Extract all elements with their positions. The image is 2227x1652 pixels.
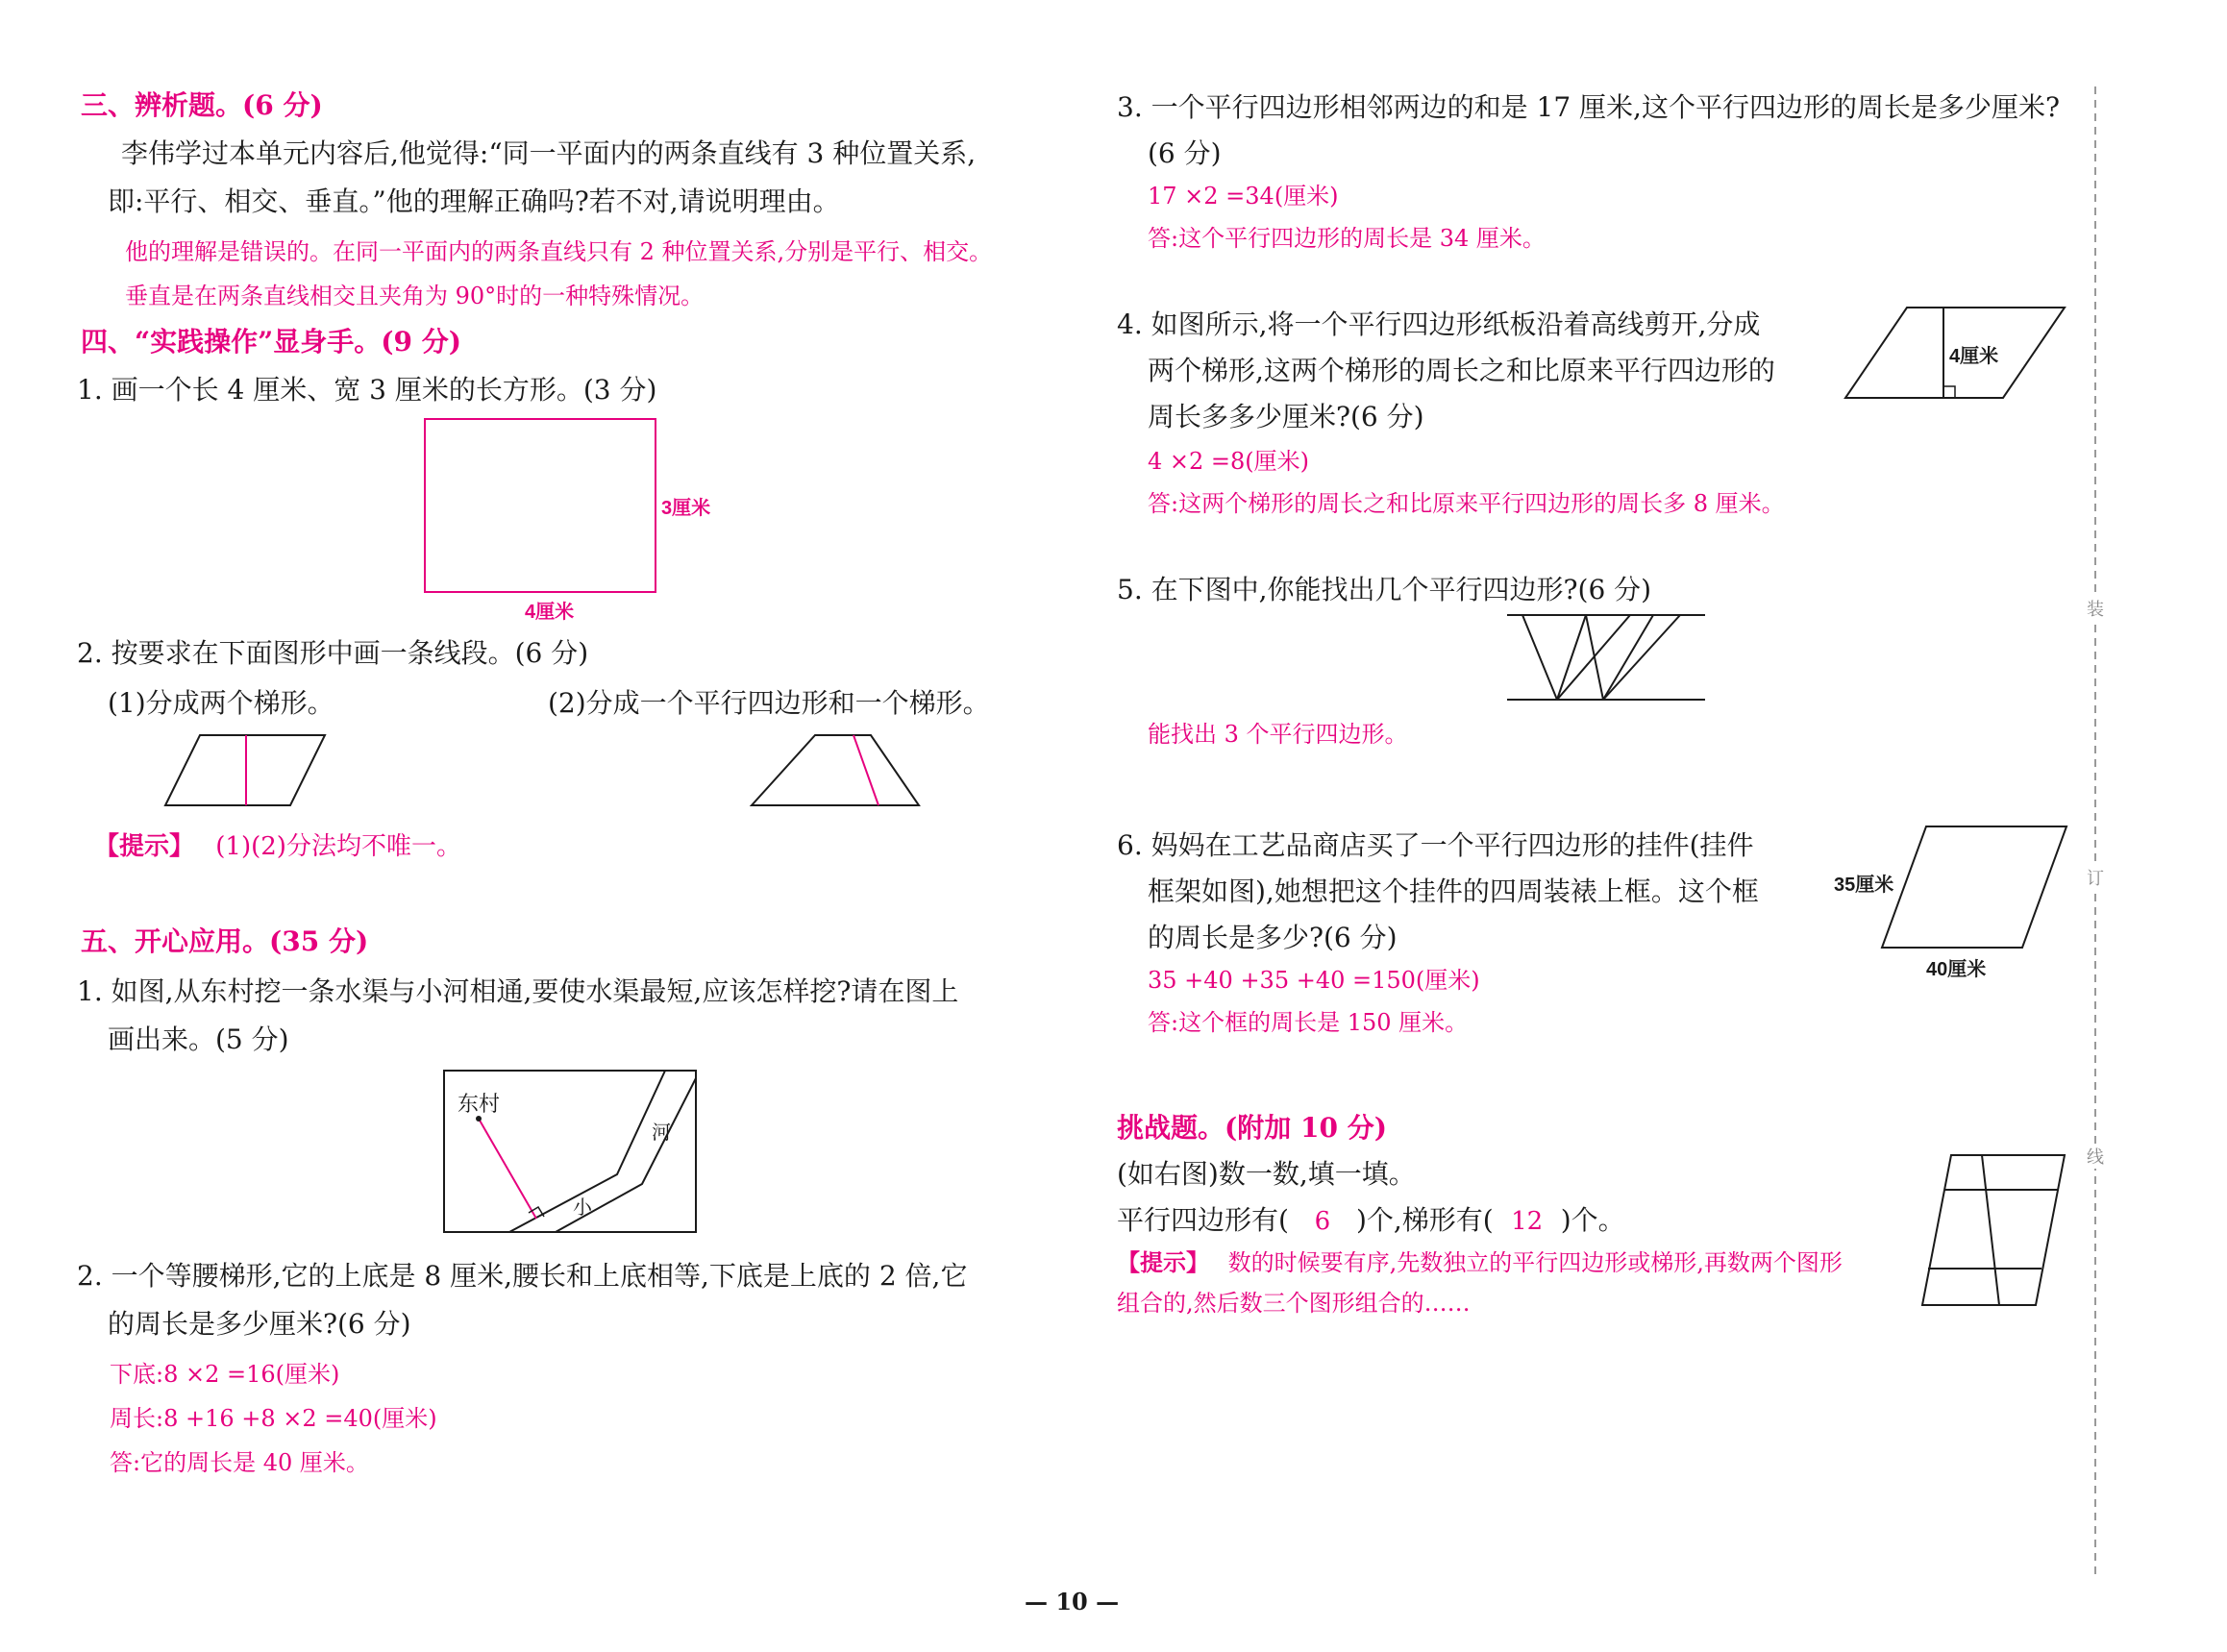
s5-problem-1-line-1: 1. 如图,从东村挖一条水渠与小河相通,要使水渠最短,应该怎样挖?请在图上 — [77, 975, 959, 1007]
challenge-title: 挑战题。(附加 10 分) — [1117, 1112, 1387, 1144]
p4-question-line-1: 4. 如图所示,将一个平行四边形纸板沿着高线剪开,分成 — [1117, 308, 1761, 340]
challenge-instruction: (如右图)数一数,填一填。 — [1117, 1158, 1416, 1190]
map-river-label-he: 河 — [652, 1121, 671, 1144]
s4-problem-2: 2. 按要求在下面图形中画一条线段。(6 分) — [77, 637, 589, 669]
trapezoid-count-answer: 12 — [1511, 1207, 1544, 1236]
s5-problem-2-line-1: 2. 一个等腰梯形,它的上底是 8 厘米,腰长和上底相等,下底是上底的 2 倍,它 — [77, 1260, 968, 1292]
s5-answer-3: 答:它的周长是 40 厘米。 — [110, 1449, 369, 1476]
s3-answer-line-1: 他的理解是错误的。在同一平面内的两条直线只有 2 种位置关系,分别是平行、相交。 — [125, 238, 993, 265]
p4-question-line-2: 两个梯形,这两个梯形的周长之和比原来平行四边形的 — [1148, 355, 1775, 386]
p4-answer-1: 4 ×2 =8(厘米) — [1148, 448, 1310, 475]
s3-answer-line-2: 垂直是在两条直线相交且夹角为 90°时的一种特殊情况。 — [125, 283, 705, 309]
p6-question-line-3: 的周长是多少?(6 分) — [1148, 922, 1398, 953]
p3-question-line-2: (6 分) — [1148, 137, 1222, 169]
parallelogram-count-answer: 6 — [1314, 1207, 1331, 1236]
s4-problem-2a: (1)分成两个梯形。 — [108, 687, 334, 719]
pendant-base-label: 40厘米 — [1926, 959, 1987, 980]
p5-answer: 能找出 3 个平行四边形。 — [1148, 721, 1408, 748]
s4-problem-1: 1. 画一个长 4 厘米、宽 3 厘米的长方形。(3 分) — [77, 374, 657, 406]
hint-tag: 【提示】 — [94, 832, 195, 861]
section-4-title: 四、“实践操作”显身手。(9 分) — [81, 326, 461, 358]
s5-problem-1-line-2: 画出来。(5 分) — [108, 1023, 289, 1055]
p6-answer-1: 35 +40 +35 +40 =150(厘米) — [1148, 967, 1480, 994]
fill-text-1: 平行四边形有( — [1117, 1204, 1289, 1236]
s5-answer-2: 周长:8 +16 +8 ×2 =40(厘米) — [110, 1405, 437, 1432]
binding-char-3: 线 — [2087, 1144, 2104, 1169]
p3-question-line-1: 3. 一个平行四边形相邻两边的和是 17 厘米,这个平行四边形的周长是多少厘米? — [1117, 91, 2060, 123]
rect-height-label: 3厘米 — [661, 498, 711, 519]
hint-text: (1)(2)分法均不唯一。 — [215, 832, 461, 861]
s4-problem-2b: (2)分成一个平行四边形和一个梯形。 — [548, 687, 990, 719]
p4-answer-2: 答:这两个梯形的周长之和比原来平行四边形的周长多 8 厘米。 — [1148, 490, 1785, 517]
section-5-title: 五、开心应用。(35 分) — [81, 925, 369, 957]
height-label: 4厘米 — [1949, 346, 1999, 367]
map-river-label-xiao: 小 — [573, 1196, 592, 1219]
p3-answer-2: 答:这个平行四边形的周长是 34 厘米。 — [1148, 225, 1546, 252]
binding-char-1: 装 — [2087, 596, 2104, 621]
s3-question-line-2: 即:平行、相交、垂直。”他的理解正确吗?若不对,请说明理由。 — [108, 185, 840, 217]
p3-answer-1: 17 ×2 =34(厘米) — [1148, 183, 1339, 210]
fill-text-3: )个。 — [1560, 1204, 1625, 1236]
section-3-title: 三、辨析题。(6 分) — [81, 89, 323, 121]
p6-answer-2: 答:这个框的周长是 150 厘米。 — [1148, 1009, 1469, 1036]
s5-problem-2-line-2: 的周长是多少厘米?(6 分) — [108, 1308, 411, 1340]
page-number: — 10 — — [1025, 1588, 1120, 1615]
p6-question-line-1: 6. 妈妈在工艺品商店买了一个平行四边形的挂件(挂件 — [1117, 829, 1754, 861]
s3-question-line-1: 李伟学过本单元内容后,他觉得:“同一平面内的两条直线有 3 种位置关系, — [121, 137, 977, 169]
rect-width-label: 4厘米 — [525, 602, 575, 623]
challenge-hint-tag: 【提示】 — [1117, 1248, 1209, 1276]
challenge-hint-text-1: 数的时候要有序,先数独立的平行四边形或梯形,再数两个图形 — [1227, 1249, 1843, 1276]
fill-text-2: )个,梯形有( — [1355, 1204, 1494, 1236]
p4-question-line-3: 周长多多少厘米?(6 分) — [1148, 401, 1424, 432]
map-village-label: 东村 — [458, 1093, 501, 1117]
s5-answer-1: 下底:8 ×2 =16(厘米) — [110, 1361, 340, 1388]
binding-char-2: 订 — [2087, 865, 2104, 890]
p5-question: 5. 在下图中,你能找出几个平行四边形?(6 分) — [1117, 574, 1652, 605]
pendant-side-label: 35厘米 — [1834, 875, 1894, 896]
p6-question-line-2: 框架如图),她想把这个挂件的四周装裱上框。这个框 — [1148, 875, 1759, 907]
challenge-hint-line-2: 组合的,然后数三个图形组合的…… — [1117, 1290, 1471, 1317]
